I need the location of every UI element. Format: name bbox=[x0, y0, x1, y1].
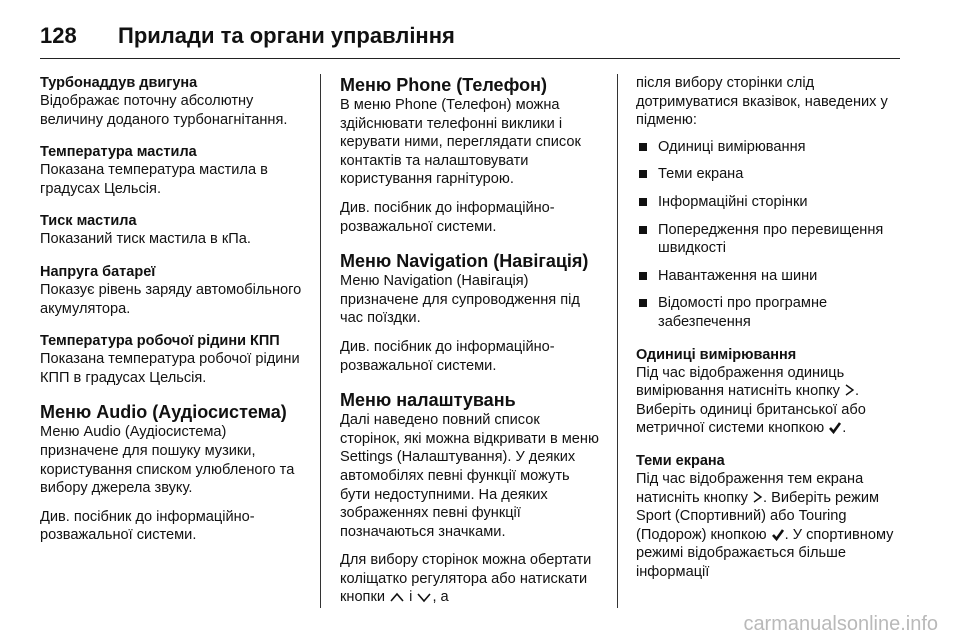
section-heading: Меню Navigation (Навігація) bbox=[340, 251, 589, 272]
list-item: Навантаження на шини bbox=[636, 267, 898, 286]
page-title: Прилади та органи управління bbox=[118, 23, 455, 48]
section-heading: Температура робочої рідини КПП bbox=[40, 333, 280, 350]
list-item: Відомості про програмне забезпечення bbox=[636, 294, 898, 331]
list-item: Інформаційні сторінки bbox=[636, 193, 898, 212]
section-body-continued bbox=[340, 551, 602, 607]
bullet-square-icon bbox=[639, 170, 647, 178]
section-body: Показує рівень заряду автомобільного акумулятора. bbox=[40, 281, 302, 317]
section-heading: Тиск мастила bbox=[40, 213, 137, 230]
submenu-list bbox=[636, 138, 898, 332]
section-body: Меню Navigation (Навігація) призначене для супроводження під час поїздки. bbox=[340, 273, 580, 327]
section-audio-menu bbox=[40, 401, 302, 545]
bullet-square-icon bbox=[639, 226, 647, 234]
section-oil-pressure bbox=[40, 212, 302, 249]
list-item: Попередження про перевищення швидкості bbox=[636, 221, 898, 258]
list-item: Теми екрана bbox=[636, 165, 898, 184]
section-body: Показана температура робочої рідини КПП в градусах Цельсія. bbox=[40, 351, 300, 386]
section-turbo-boost bbox=[40, 74, 302, 129]
section-heading: Меню Audio (Аудіосистема) bbox=[40, 402, 287, 423]
body-text: Для вибору сторінок можна обертати коліщатко регулятора або натискати кнопки bbox=[340, 552, 592, 606]
section-body: Далі наведено повний список сторінок, які можна відкривати в меню Settings (Налаштування). У деяких автомобілях певні функції можуть бути недоступними. На деяких зображеннях певні функції позначаються значками. bbox=[340, 412, 599, 540]
section-reference: Див. посібник до інформаційно-розважальної системи. bbox=[340, 199, 555, 235]
section-transmission-fluid-temperature bbox=[40, 332, 302, 387]
checkmark-icon bbox=[771, 528, 785, 541]
section-body: Показаний тиск мастила в кПа. bbox=[40, 231, 251, 248]
bullet-square-icon bbox=[639, 272, 647, 280]
section-reference: Див. посібник до інформаційно-розважальної системи. bbox=[340, 338, 555, 374]
section-body: Відображає поточну абсолютну величину доданого турбонагнітання. bbox=[40, 93, 288, 128]
section-oil-temperature bbox=[40, 143, 302, 198]
section-heading: Меню налаштувань bbox=[340, 390, 516, 411]
chevron-right-icon bbox=[752, 490, 763, 504]
page-number: 128 bbox=[40, 23, 77, 48]
section-display-themes bbox=[636, 452, 898, 582]
section-body: Під час відображення одиниць вимірювання натисніть кнопку . Виберіть одиниці британської або метричної системи кнопкою . bbox=[636, 364, 866, 437]
section-reference: Див. посібник до інформаційно-розважальної системи. bbox=[40, 508, 255, 544]
watermark: carmanualsonline.info bbox=[743, 613, 938, 635]
chevron-up-icon bbox=[389, 591, 405, 603]
section-battery-voltage bbox=[40, 263, 302, 318]
chevron-down-icon bbox=[416, 591, 432, 603]
section-heading: Меню Phone (Телефон) bbox=[340, 75, 547, 95]
section-body: Під час відображення тем екрана натисніть кнопку . Виберіть режим Sport (Спортивний) або Touring (Подорож) кнопкою . У спортивному режимі відображається більше інформації bbox=[636, 470, 894, 580]
section-navigation-menu bbox=[340, 250, 602, 375]
body-text: , а bbox=[432, 589, 449, 606]
section-settings-menu bbox=[340, 389, 602, 607]
body-text: і bbox=[409, 589, 413, 606]
intro-text: після вибору сторінки слід дотримуватися вказівок, наведених у підменю: bbox=[636, 75, 888, 129]
column-1 bbox=[40, 74, 302, 559]
section-heading: Турбонаддув двигуна bbox=[40, 75, 198, 91]
section-body: В меню Phone (Телефон) можна здійснювати телефонні виклики і керувати ними, переглядати список контактів та налаштовувати користування гарнітурою. bbox=[340, 97, 581, 188]
section-body: Показана температура мастила в градусах Цельсія. bbox=[40, 162, 268, 197]
bullet-square-icon bbox=[639, 198, 647, 206]
column-divider bbox=[617, 74, 618, 608]
section-heading: Одиниці вимірювання bbox=[636, 346, 797, 363]
column-2 bbox=[340, 74, 602, 621]
section-heading: Напруга батареї bbox=[40, 263, 156, 280]
column-divider bbox=[320, 74, 321, 608]
page-header bbox=[40, 14, 900, 59]
section-heading: Теми екрана bbox=[636, 452, 725, 469]
list-item: Одиниці вимірювання bbox=[636, 138, 898, 157]
bullet-square-icon bbox=[639, 299, 647, 307]
column-3 bbox=[636, 74, 898, 595]
bullet-square-icon bbox=[639, 143, 647, 151]
checkmark-icon bbox=[828, 421, 842, 434]
section-body: Меню Audio (Аудіосистема) призначене для пошуку музики, користування списком улюбленого та вибору джерела звуку. bbox=[40, 424, 295, 497]
section-phone-menu bbox=[340, 74, 602, 236]
chevron-right-icon bbox=[844, 383, 855, 397]
section-heading: Температура мастила bbox=[40, 144, 197, 161]
section-units bbox=[636, 346, 898, 438]
